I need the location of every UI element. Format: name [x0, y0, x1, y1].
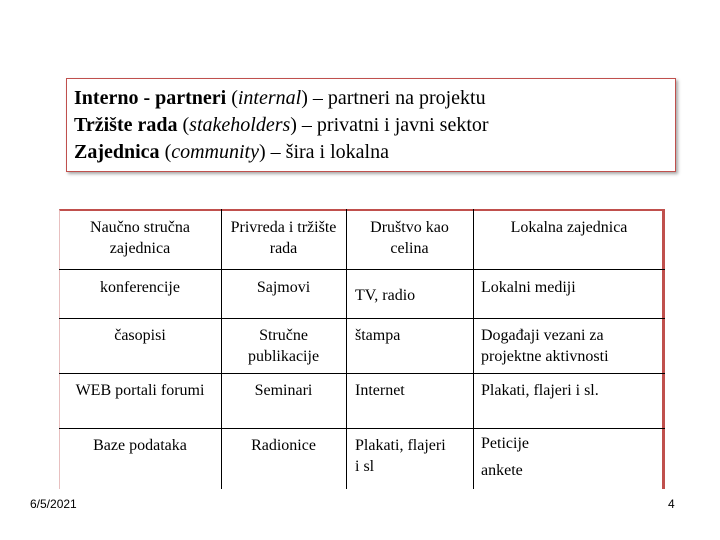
- header-cell: Naučno stručna zajednica: [90, 219, 190, 257]
- table-cell: Stručne publikacije: [247, 327, 320, 365]
- table-cell: Seminari: [254, 382, 313, 399]
- header-cell: Lokalna zajednica: [510, 219, 628, 236]
- table-cell: Plakati, flajeri i sl: [355, 437, 446, 475]
- table-divider: [59, 318, 665, 319]
- table-divider: [59, 373, 665, 374]
- intro-line-stakeholders: Tržište rada (stakeholders) – privatni i javni sektor: [74, 114, 489, 136]
- table-divider: [473, 209, 474, 489]
- intro-line-internal: Interno - partneri (internal) – partneri na projektu: [74, 87, 486, 109]
- table-cell: Internet: [355, 382, 405, 399]
- header-cell: Privreda i tržište rada: [230, 219, 337, 257]
- table-cell: TV, radio: [355, 287, 416, 304]
- table-cell: Sajmovi: [256, 279, 311, 296]
- header-cell: Društvo kao celina: [370, 219, 449, 257]
- table-cell: Događaji vezani za projektne aktivnosti: [481, 327, 609, 365]
- table-divider: [59, 269, 665, 270]
- table-cell: WEB portali forumi: [75, 382, 205, 399]
- table-cell: Peticije ankete: [481, 435, 529, 479]
- intro-line-community: Zajednica (community) – šira i lokalna: [74, 141, 389, 163]
- table-cell: Baze podataka: [93, 437, 187, 454]
- slide-date: 6/5/2021: [30, 497, 77, 511]
- table-cell: štampa: [355, 327, 401, 344]
- table-cell: konferencije: [100, 279, 180, 296]
- table-cell: Plakati, flajeri i sl.: [481, 382, 599, 399]
- table-cell: Radionice: [251, 437, 316, 454]
- intro-box: [66, 78, 676, 172]
- table-cell: časopisi: [114, 327, 166, 344]
- slide-number: 4: [668, 497, 675, 511]
- table-cell: Lokalni mediji: [481, 279, 576, 296]
- table-divider: [59, 428, 665, 429]
